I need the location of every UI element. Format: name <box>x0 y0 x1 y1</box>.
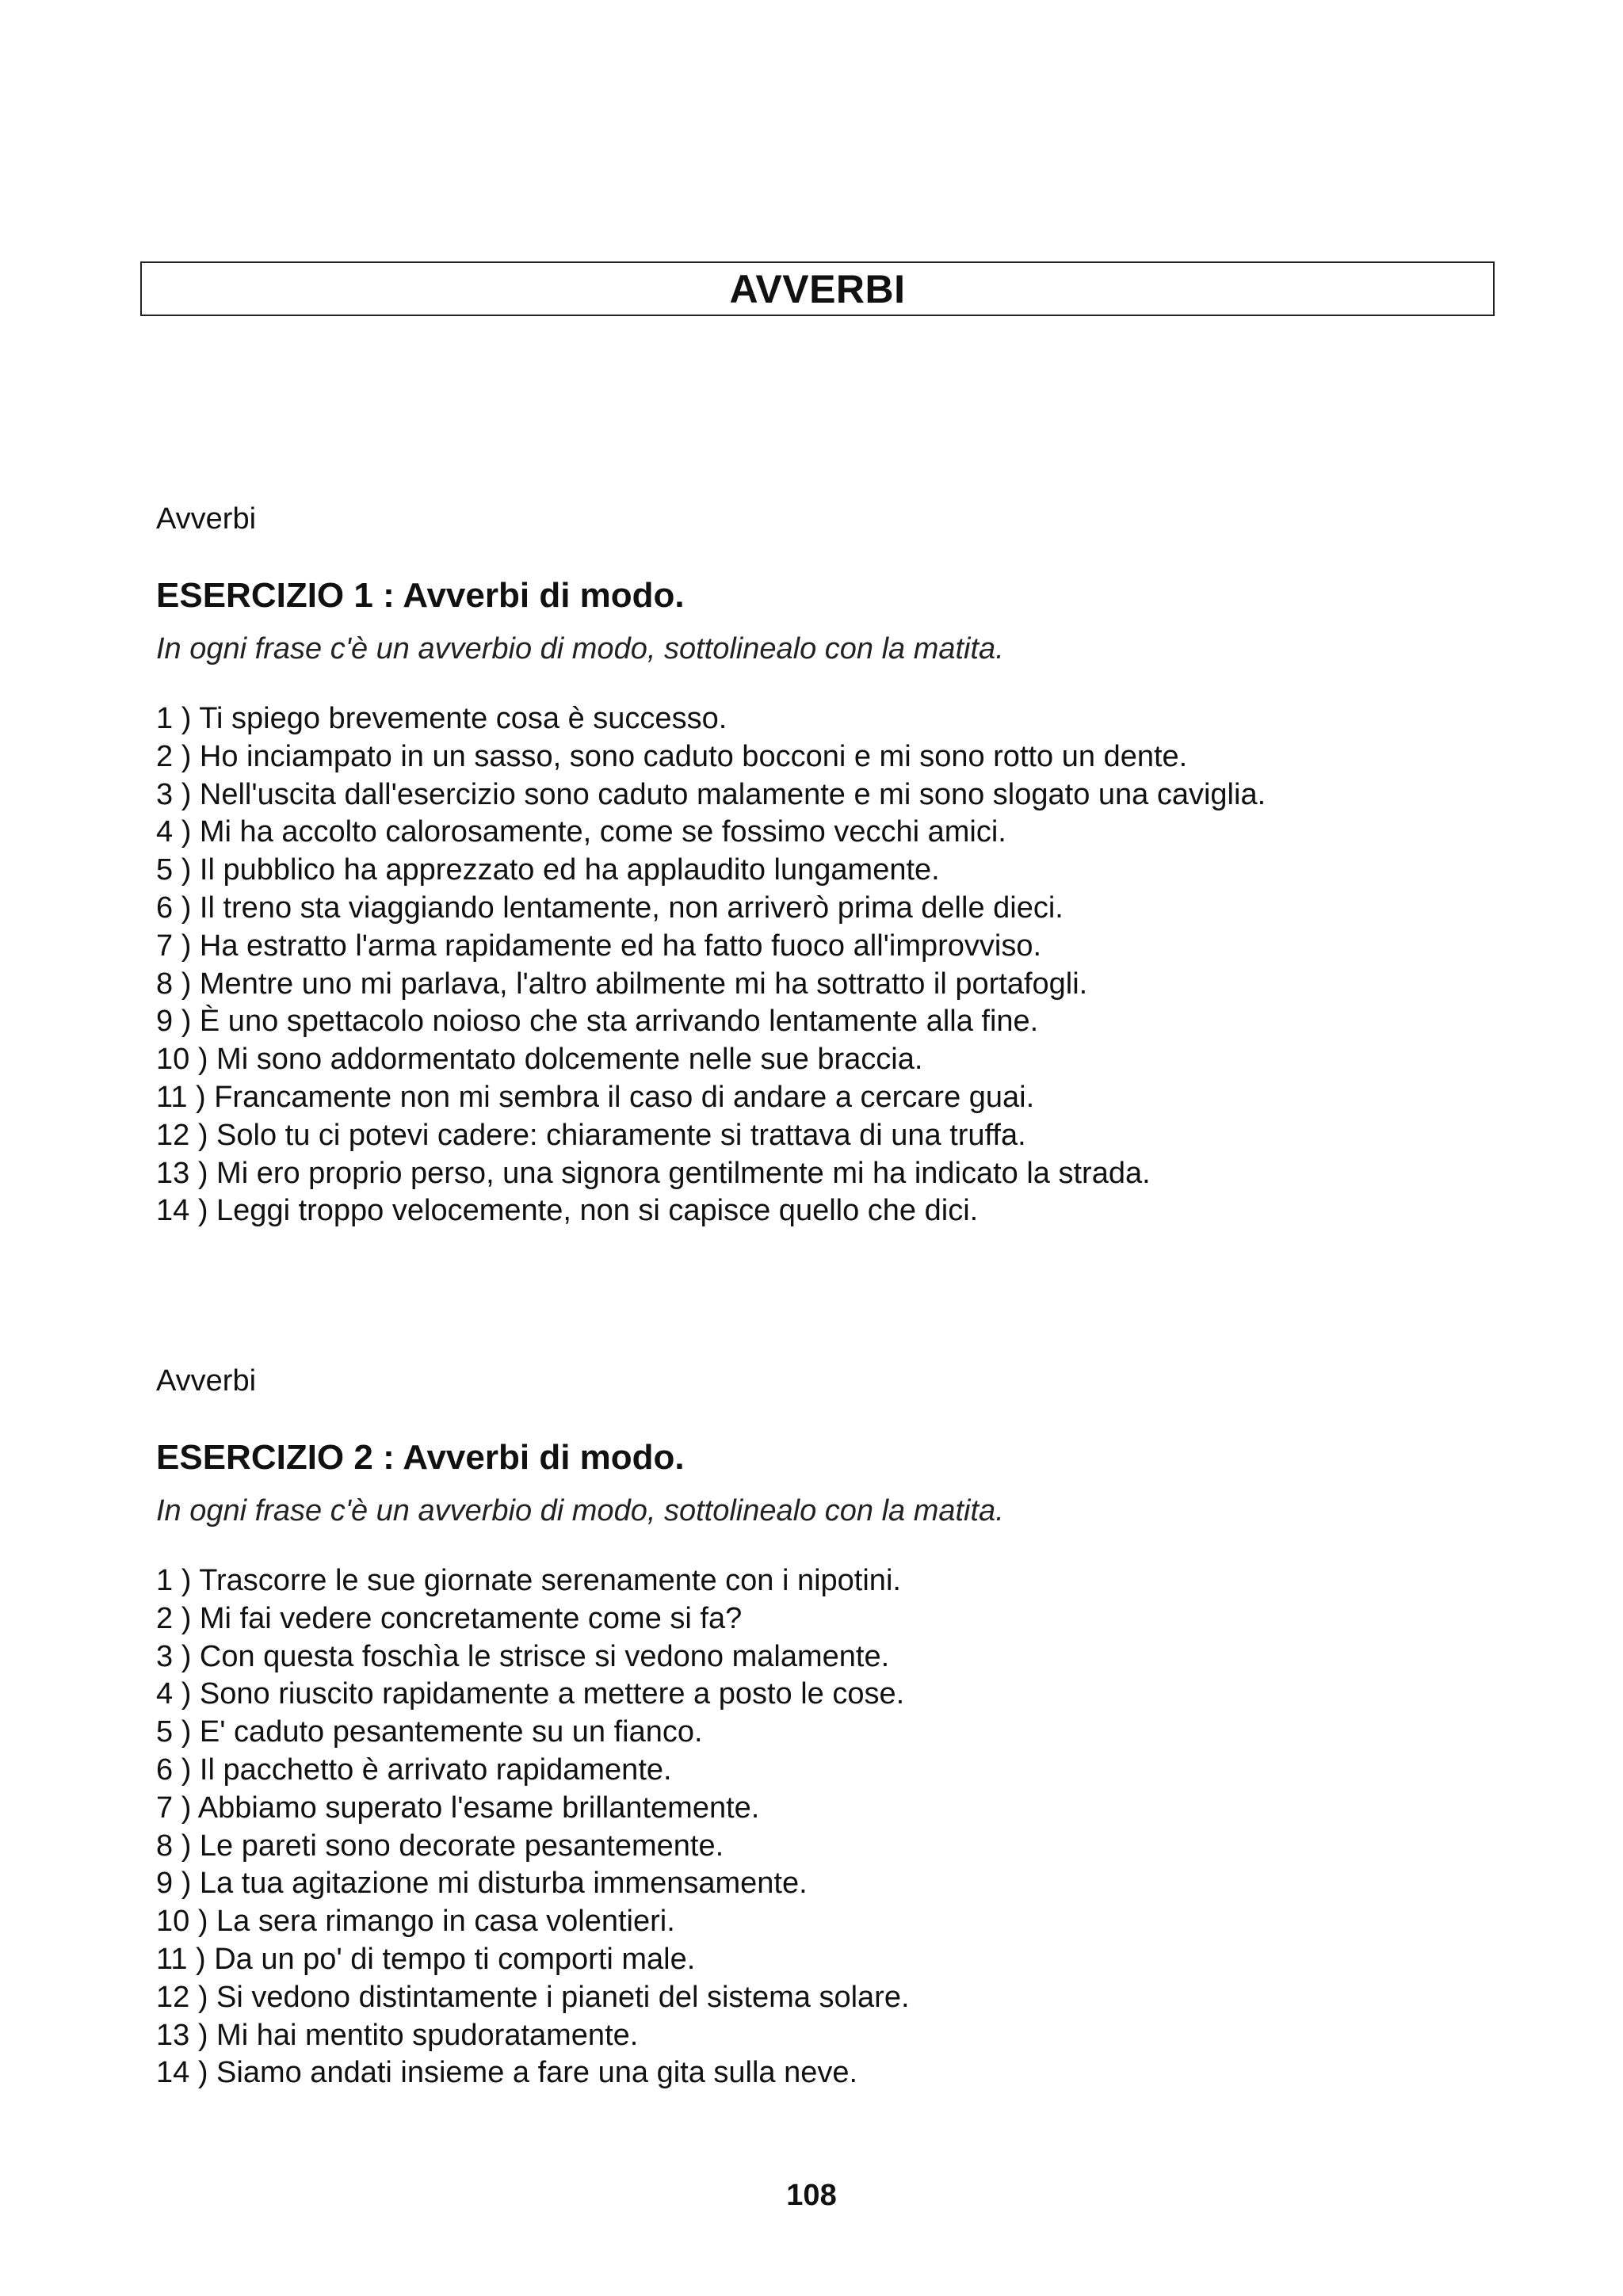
sentence-item: 3 ) Nell'uscita dall'esercizio sono caduto malamente e mi sono slogato una caviglia. <box>156 777 1266 811</box>
sentence-item: 4 ) Mi ha accolto calorosamente, come se fossimo vecchi amici. <box>156 815 1006 849</box>
sentence-item: 9 ) È uno spettacolo noioso che sta arrivando lentamente alla fine. <box>156 1005 1039 1039</box>
sentence-item: 10 ) Mi sono addormentato dolcemente nelle sue braccia. <box>156 1043 923 1077</box>
sentence-item: 6 ) Il treno sta viaggiando lentamente, non arriverò prima delle dieci. <box>156 891 1064 925</box>
sentence-item: 2 ) Ho inciampato in un sasso, sono caduto bocconi e mi sono rotto un dente. <box>156 739 1188 773</box>
sentence-item: 8 ) Mentre uno mi parlava, l'altro abilmente mi ha sottratto il portafogli. <box>156 967 1088 1001</box>
sentence-item: 5 ) Il pubblico ha apprezzato ed ha applaudito lungamente. <box>156 853 940 887</box>
sentence-item: 14 ) Siamo andati insieme a fare una gita sulla neve. <box>156 2056 858 2090</box>
sentence-item: 1 ) Trascorre le sue giornate serenamente con i nipotini. <box>156 1564 901 1597</box>
sentence-item: 3 ) Con questa foschìa le strisce si vedono malamente. <box>156 1639 890 1673</box>
exercise-2 <box>156 1363 1503 2092</box>
sentence-item: 7 ) Abbiamo superato l'esame brillantemente. <box>156 1791 760 1825</box>
sentence-item: 8 ) Le pareti sono decorate pesantemente. <box>156 1829 724 1863</box>
page-title: AVVERBI <box>729 266 906 311</box>
sentence-item: 14 ) Leggi troppo velocemente, non si capisce quello che dici. <box>156 1194 979 1228</box>
sentence-item: 13 ) Mi ero proprio perso, una signora gentilmente mi ha indicato la strada. <box>156 1156 1151 1190</box>
sentence-item: 9 ) La tua agitazione mi disturba immensamente. <box>156 1867 808 1901</box>
exercise-1-heading: ESERCIZIO 1 : Avverbi di modo. <box>156 576 685 615</box>
sentence-item: 12 ) Solo tu ci potevi cadere: chiaramente si trattava di una truffa. <box>156 1118 1026 1152</box>
sentence-item: 6 ) Il pacchetto è arrivato rapidamente. <box>156 1753 672 1787</box>
sentence-item: 5 ) E' caduto pesantemente su un fianco. <box>156 1715 703 1749</box>
sentence-item: 10 ) La sera rimango in casa volentieri. <box>156 1905 675 1939</box>
exercise-1-instruction: In ogni frase c'è un avverbio di modo, sottolinealo con la matita. <box>156 632 1004 666</box>
exercise-1 <box>156 501 1503 1230</box>
sentence-item: 7 ) Ha estratto l'arma rapidamente ed ha fatto fuoco all'improvviso. <box>156 929 1042 963</box>
sentence-item: 11 ) Francamente non mi sembra il caso di andare a cercare guai. <box>156 1080 1035 1114</box>
page-number: 108 <box>786 2179 837 2212</box>
sentence-item: 1 ) Ti spiego brevemente cosa è successo. <box>156 702 727 735</box>
exercise-1-topic: Avverbi <box>156 502 257 536</box>
exercise-2-instruction: In ogni frase c'è un avverbio di modo, sottolinealo con la matita. <box>156 1494 1004 1527</box>
page-title-box <box>140 261 1495 316</box>
sentence-item: 12 ) Si vedono distintamente i pianeti del sistema solare. <box>156 1980 910 2014</box>
exercise-2-heading: ESERCIZIO 2 : Avverbi di modo. <box>156 1438 685 1477</box>
sentence-item: 2 ) Mi fai vedere concretamente come si fa? <box>156 1601 743 1635</box>
exercise-1-sentence-list <box>156 700 1503 1230</box>
exercise-2-topic: Avverbi <box>156 1364 257 1398</box>
sentence-item: 11 ) Da un po' di tempo ti comporti male. <box>156 1942 696 1976</box>
sentence-item: 13 ) Mi hai mentito spudoratamente. <box>156 2018 639 2052</box>
exercise-2-sentence-list <box>156 1562 1503 2092</box>
sentence-item: 4 ) Sono riuscito rapidamente a mettere a posto le cose. <box>156 1677 905 1711</box>
